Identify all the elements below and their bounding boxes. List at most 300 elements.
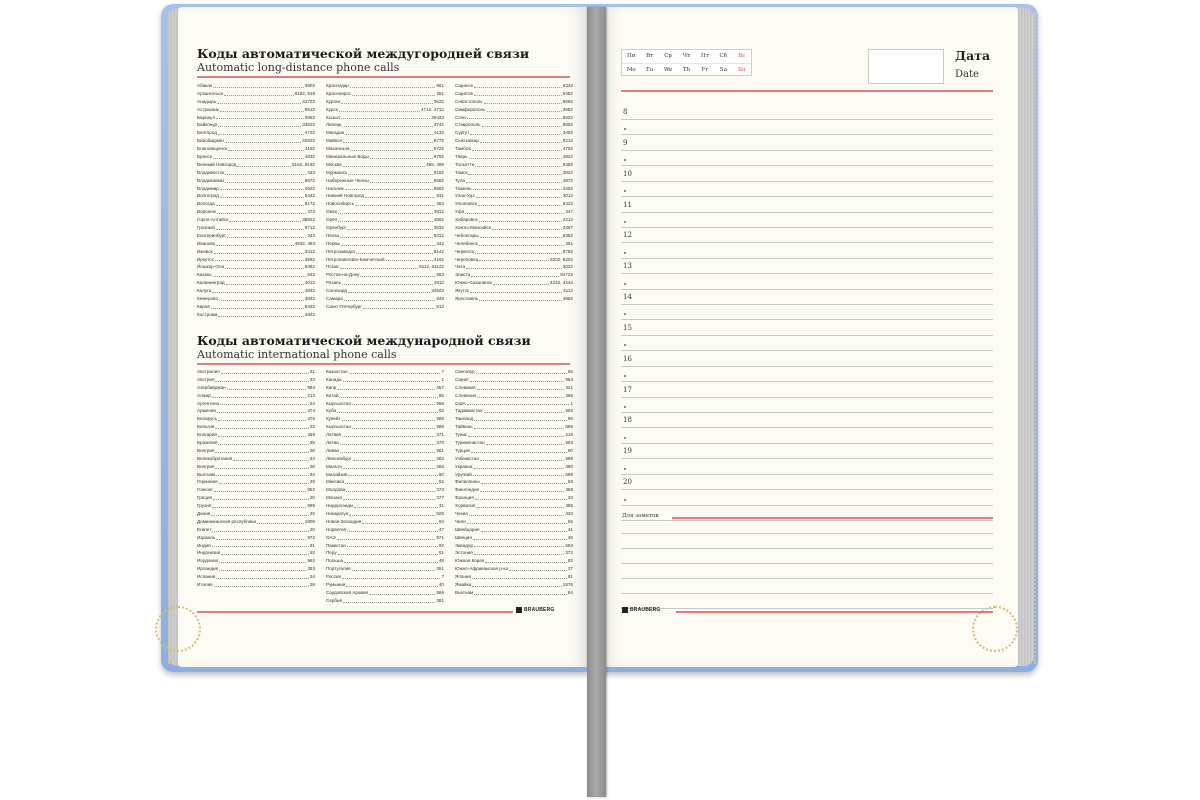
- leader-dots: [356, 248, 432, 254]
- phone-code-entry: [326, 90, 444, 98]
- dial-code: 54: [309, 400, 315, 406]
- leader-dots: [480, 486, 564, 492]
- phone-code-entry: [326, 510, 444, 518]
- leader-dots: [218, 415, 306, 421]
- leader-dots: [466, 263, 562, 269]
- phone-code-entry: [326, 303, 444, 311]
- leader-dots: [345, 185, 433, 191]
- dial-code: 843: [307, 272, 315, 278]
- dial-code: 353: [307, 566, 315, 572]
- weekday-cell[interactable]: Th: [682, 67, 691, 73]
- leader-dots: [219, 478, 309, 484]
- dial-code: 4242, 4242: [550, 280, 573, 286]
- weekday-cell[interactable]: Вт: [646, 53, 654, 59]
- phone-code-entry: [197, 263, 315, 271]
- phone-code-entry: [455, 455, 573, 463]
- place-name: Ханты-Мансийск: [455, 225, 491, 231]
- dial-code: 420: [565, 511, 573, 517]
- hour-label: 8: [623, 108, 628, 116]
- dial-code: 32: [309, 424, 315, 430]
- phone-code-entry: [326, 581, 444, 589]
- notes-line[interactable]: [621, 533, 993, 534]
- leader-dots: [472, 573, 567, 579]
- leader-dots: [227, 232, 306, 238]
- dial-code: 34922: [431, 288, 444, 294]
- phone-code-entry: [197, 129, 315, 137]
- leader-dots: [486, 439, 565, 445]
- leader-dots: [474, 549, 565, 555]
- place-name: Франция: [455, 495, 474, 501]
- dial-code: 8622: [562, 114, 573, 120]
- place-name: Новая Зеландия: [326, 518, 362, 524]
- dial-code: 40: [438, 582, 444, 588]
- leader-dots: [485, 557, 566, 563]
- place-name: Чебоксары: [455, 232, 479, 238]
- dial-code: 371: [436, 432, 444, 438]
- phone-code-entry: [455, 589, 573, 597]
- place-name: Хабаровск: [455, 217, 478, 223]
- phone-code-entry: [197, 542, 315, 550]
- leader-dots: [352, 423, 435, 429]
- weekday-cell[interactable]: Fr: [701, 67, 709, 73]
- phone-code-entry: [197, 295, 315, 303]
- leader-dots: [466, 177, 562, 183]
- leader-dots: [216, 224, 304, 230]
- schedule-line[interactable]: [621, 181, 993, 182]
- phone-code-entry: [326, 557, 444, 565]
- leader-dots: [370, 153, 433, 159]
- leader-dots: [221, 368, 309, 374]
- leader-dots: [338, 216, 432, 222]
- dial-code: 377: [436, 495, 444, 501]
- phone-code-entry: [197, 106, 315, 114]
- leader-dots: [218, 431, 306, 437]
- dial-code: 8772: [433, 138, 444, 144]
- phone-code-entry: [326, 471, 444, 479]
- phone-code-entry: [455, 232, 573, 240]
- phone-code-entry: [455, 287, 573, 295]
- leader-dots: [350, 145, 432, 151]
- leader-dots: [348, 169, 433, 175]
- leader-dots: [225, 177, 303, 183]
- phone-code-entry: [455, 581, 573, 589]
- place-name: Краснодар: [326, 83, 349, 88]
- place-name: Вьетнам: [455, 589, 474, 595]
- leader-dots: [216, 471, 309, 477]
- place-name: Ярославль: [455, 296, 479, 302]
- dial-code: 347: [565, 209, 573, 215]
- leader-dots: [509, 565, 567, 571]
- dial-code: 4162: [304, 146, 315, 152]
- schedule-line[interactable]: [621, 489, 993, 490]
- phone-code-entry: [455, 494, 573, 502]
- dial-code: 4852: [562, 296, 573, 302]
- phone-code-entry: [455, 121, 573, 129]
- leader-dots: [216, 114, 304, 120]
- phone-code-entry: [326, 447, 444, 455]
- long-distance-subtitle: Automatic long-distance phone calls: [197, 61, 400, 74]
- dial-code: 357: [436, 384, 444, 390]
- place-name: Грозный: [197, 225, 215, 231]
- phone-code-entry: [197, 287, 315, 295]
- place-name: Пермь: [326, 240, 340, 246]
- leader-dots: [217, 208, 306, 214]
- dial-code: 8552: [433, 177, 444, 183]
- phone-code-entry: [455, 392, 573, 400]
- phone-code-entry: [197, 581, 315, 589]
- dial-code: 39: [309, 582, 315, 588]
- phone-code-entry: [455, 137, 573, 145]
- place-name: Молдова: [326, 487, 346, 493]
- notes-line[interactable]: [621, 593, 993, 594]
- phone-code-entry: [197, 478, 315, 486]
- leader-dots: [480, 232, 562, 238]
- phone-code-entry: [197, 471, 315, 479]
- dial-code: 4872: [562, 177, 573, 183]
- dial-code: 3022: [562, 264, 573, 270]
- leader-dots: [481, 526, 567, 532]
- phone-code-entry: [197, 549, 315, 557]
- phone-code-entry: [455, 542, 573, 550]
- phone-code-entry: [197, 518, 315, 526]
- weekday-cell[interactable]: Sa: [719, 67, 727, 73]
- dial-code: 8422: [562, 201, 573, 207]
- bookmark-ribbon[interactable]: [587, 7, 606, 797]
- hour-label: 18: [623, 416, 632, 425]
- phone-code-entry: [326, 423, 444, 431]
- schedule-line[interactable]: [621, 427, 993, 428]
- notes-line[interactable]: [621, 608, 993, 609]
- schedule-line[interactable]: [621, 443, 993, 444]
- leader-dots: [215, 447, 308, 453]
- leader-dots: [229, 216, 301, 222]
- leader-dots: [233, 455, 309, 461]
- schedule-line[interactable]: [621, 350, 993, 351]
- half-hour-dot: [624, 468, 626, 470]
- phone-code-entry: [326, 486, 444, 494]
- notes-line[interactable]: [621, 563, 993, 564]
- dial-code: 39422: [431, 114, 444, 120]
- place-name: Петропавловск-Камчатский: [326, 256, 385, 262]
- place-name: Сургут: [455, 130, 470, 136]
- cover-stitching-right: [1030, 12, 1036, 664]
- leader-dots: [348, 287, 430, 293]
- schedule-line[interactable]: [621, 304, 993, 305]
- dial-code: 3532: [433, 225, 444, 231]
- phone-code-entry: [197, 224, 315, 232]
- schedule-line[interactable]: [621, 196, 993, 197]
- schedule-line[interactable]: [621, 412, 993, 413]
- schedule-line[interactable]: [621, 258, 993, 259]
- phone-code-entry: [455, 534, 573, 542]
- dial-code: 27: [567, 566, 573, 572]
- place-name: Латвия: [326, 432, 342, 438]
- place-name: Италия: [197, 582, 213, 588]
- weekday-cell[interactable]: Чт: [682, 53, 691, 59]
- dial-code: 1876: [562, 582, 573, 588]
- place-name: Чехия: [455, 511, 468, 517]
- notes-line[interactable]: [621, 578, 993, 579]
- place-name: Москва: [326, 161, 342, 167]
- phone-code-entry: [326, 248, 444, 256]
- dial-code: 56: [567, 518, 573, 524]
- weekday-cell[interactable]: We: [663, 67, 673, 73]
- phone-code-entry: [197, 439, 315, 447]
- schedule-line[interactable]: [621, 458, 993, 459]
- dial-code: 84722: [560, 272, 573, 278]
- weekday-row-ru: [622, 50, 751, 63]
- dial-code: 358: [565, 487, 573, 493]
- schedule-line[interactable]: [621, 119, 993, 120]
- place-name: Узбекистан: [455, 455, 479, 461]
- leader-dots: [342, 431, 435, 437]
- phone-code-entry: [197, 240, 315, 248]
- dial-code: 1: [570, 400, 573, 406]
- place-name: Белгород: [197, 130, 217, 136]
- leader-dots: [470, 287, 562, 293]
- phone-code-entry: [455, 263, 573, 271]
- dial-code: 374: [307, 408, 315, 414]
- leader-dots: [216, 240, 293, 246]
- weekday-cell[interactable]: Сб: [719, 53, 728, 59]
- dial-code: 3412: [304, 248, 315, 254]
- place-name: Мексика: [326, 479, 345, 485]
- place-name: Воронеж: [197, 209, 216, 215]
- dial-code: 36: [309, 463, 315, 469]
- dial-code: 41: [567, 526, 573, 532]
- date-input-box[interactable]: [868, 49, 944, 84]
- leader-dots: [219, 557, 306, 563]
- dial-code: 3902: [304, 83, 315, 88]
- right-footer-rule: [676, 611, 993, 613]
- leader-dots: [474, 542, 564, 548]
- dial-code: 971: [436, 534, 444, 540]
- place-name: Благовещенск: [197, 146, 228, 152]
- leader-dots: [211, 510, 309, 516]
- place-name: Черкесск: [455, 248, 475, 254]
- weekday-cell[interactable]: Tu: [646, 67, 654, 73]
- phone-code-entry: [455, 400, 573, 408]
- dial-code: 373: [436, 487, 444, 493]
- notes-line[interactable]: [621, 548, 993, 549]
- schedule-line[interactable]: [621, 335, 993, 336]
- schedule-line[interactable]: [621, 165, 993, 166]
- weekday-cell[interactable]: Su: [738, 67, 746, 73]
- schedule-line[interactable]: [621, 150, 993, 151]
- dial-code: 593: [565, 542, 573, 548]
- place-name: Венгрия: [197, 447, 215, 453]
- place-name: Махачкала: [326, 146, 350, 152]
- leader-dots: [484, 98, 562, 104]
- schedule-line[interactable]: [621, 381, 993, 382]
- leader-dots: [213, 153, 304, 159]
- schedule-line[interactable]: [621, 289, 993, 290]
- phone-code-entry: [197, 98, 315, 106]
- leader-dots: [370, 177, 433, 183]
- place-name: Тюмень: [455, 185, 472, 191]
- schedule-line[interactable]: [621, 474, 993, 475]
- dial-code: 47: [438, 526, 444, 532]
- leader-dots: [214, 486, 306, 492]
- phone-code-entry: [326, 240, 444, 248]
- weekday-row-en: [622, 63, 751, 76]
- schedule-line[interactable]: [621, 366, 993, 367]
- place-name: Норвегия: [326, 526, 347, 532]
- phone-code-entry: [455, 98, 573, 106]
- dial-code: 8782: [562, 248, 573, 254]
- place-name: Абакан: [197, 83, 213, 88]
- schedule-line[interactable]: [621, 134, 993, 135]
- phone-code-entry: [455, 145, 573, 153]
- weekday-cell[interactable]: Ср: [664, 53, 672, 59]
- phone-code-entry: [455, 256, 573, 264]
- dial-code: 1809: [304, 518, 315, 524]
- dial-code: 963: [565, 376, 573, 382]
- schedule-line[interactable]: [621, 397, 993, 398]
- left-footer-rule: [197, 611, 513, 613]
- dial-code: 966: [436, 589, 444, 595]
- dial-code: 992: [565, 408, 573, 414]
- schedule-line[interactable]: [621, 242, 993, 243]
- dial-code: 4822: [562, 154, 573, 160]
- dial-code: 7: [441, 574, 444, 580]
- phone-code-entry: [197, 423, 315, 431]
- phone-code-entry: [197, 494, 315, 502]
- place-name: Орёл: [326, 217, 338, 223]
- leader-dots: [468, 431, 564, 437]
- place-name: Ульяновск: [455, 201, 477, 207]
- leader-dots: [342, 121, 433, 127]
- place-name: Мальта: [326, 463, 342, 469]
- place-name: Хорватия: [455, 503, 476, 509]
- place-name: Дания: [197, 511, 211, 517]
- dial-code: 495, 499: [426, 161, 444, 167]
- place-name: Малайзия: [326, 471, 348, 477]
- phone-code-entry: [197, 384, 315, 392]
- place-name: Болгария: [197, 432, 217, 438]
- date-rule: [621, 90, 993, 92]
- dial-code: 8792: [433, 154, 444, 160]
- leader-dots: [479, 240, 565, 246]
- phone-code-entry: [197, 82, 315, 90]
- long-distance-title: Коды автоматической междугородней связи: [197, 46, 530, 61]
- dial-code: 91: [309, 542, 315, 548]
- phone-code-entry: [455, 90, 573, 98]
- phone-code-entry: [326, 295, 444, 303]
- phone-code-entry: [197, 368, 315, 376]
- leader-dots: [475, 161, 562, 167]
- phone-code-entry: [326, 177, 444, 185]
- dial-code: 8152: [433, 169, 444, 175]
- dial-code: 7: [441, 369, 444, 374]
- schedule-line[interactable]: [621, 319, 993, 320]
- place-name: Иркутск: [197, 256, 214, 262]
- place-name: Курган: [326, 98, 341, 104]
- leader-dots: [467, 518, 567, 524]
- dial-code: 391: [436, 90, 444, 96]
- leader-dots: [345, 129, 432, 135]
- leader-dots: [220, 192, 304, 198]
- schedule-line[interactable]: [621, 227, 993, 228]
- phone-code-entry: [197, 303, 315, 311]
- leader-dots: [354, 502, 438, 508]
- weekday-cell[interactable]: Вс: [738, 53, 746, 59]
- long-distance-column-2: [326, 82, 444, 311]
- leader-dots: [471, 271, 559, 277]
- schedule-line[interactable]: [621, 212, 993, 213]
- dial-code: 4912: [433, 280, 444, 286]
- dial-code: 8712: [304, 225, 315, 231]
- place-name: Севастополь: [455, 98, 483, 104]
- phone-code-entry: [197, 431, 315, 439]
- dial-code: 4832: [304, 154, 315, 160]
- dial-code: 8452: [562, 90, 573, 96]
- phone-code-entry: [326, 263, 444, 271]
- place-name: Брянск: [197, 154, 212, 160]
- schedule-line[interactable]: [621, 505, 993, 506]
- phone-code-entry: [455, 192, 573, 200]
- place-name: Самара: [326, 296, 343, 302]
- place-name: Нальчик: [326, 185, 344, 191]
- place-name: Армения: [197, 408, 216, 414]
- dial-code: 4722: [304, 130, 315, 136]
- phone-code-entry: [326, 287, 444, 295]
- place-name: Туркменистан: [455, 440, 485, 446]
- place-name: Украина: [455, 463, 473, 469]
- dial-code: 86: [438, 392, 444, 398]
- schedule-line[interactable]: [621, 273, 993, 274]
- place-name: Литва: [326, 440, 339, 446]
- notes-label: Для заметок: [622, 513, 659, 519]
- dial-code: 48: [438, 558, 444, 564]
- schedule-line[interactable]: [621, 520, 993, 521]
- dial-code: 846: [436, 296, 444, 302]
- place-name: Румыния: [326, 582, 346, 588]
- leader-dots: [467, 114, 562, 120]
- dial-code: 1: [441, 376, 444, 382]
- dial-code: 8332: [304, 303, 315, 309]
- place-name: Ижевск: [197, 248, 213, 254]
- leader-dots: [337, 407, 438, 413]
- phone-code-entry: [455, 518, 573, 526]
- leader-dots: [470, 129, 562, 135]
- leader-dots: [342, 279, 433, 285]
- international-rule: [197, 363, 570, 365]
- long-distance-column-3: [455, 82, 573, 303]
- weekday-cell[interactable]: Пт: [700, 53, 709, 59]
- dial-code: 8652: [562, 122, 573, 128]
- phone-code-entry: [326, 153, 444, 161]
- weekday-cell[interactable]: Пн: [626, 53, 636, 59]
- phone-code-entry: [197, 447, 315, 455]
- leader-dots: [220, 185, 304, 191]
- phone-code-entry: [455, 439, 573, 447]
- place-name: Сирия: [455, 376, 469, 382]
- phone-code-entry: [455, 486, 573, 494]
- dial-code: 3452: [562, 185, 573, 191]
- brand-logo-right: [622, 607, 661, 613]
- place-name: Испания: [197, 574, 216, 580]
- weekday-cell[interactable]: Mo: [626, 67, 636, 73]
- phone-code-entry: [326, 368, 444, 376]
- phone-code-entry: [326, 169, 444, 177]
- place-name: Доминиканская республика: [197, 518, 257, 524]
- dial-code: 45: [309, 511, 315, 517]
- phone-code-entry: [197, 177, 315, 185]
- hour-label: 12: [623, 231, 632, 240]
- leader-dots: [214, 248, 304, 254]
- leader-dots: [487, 106, 562, 112]
